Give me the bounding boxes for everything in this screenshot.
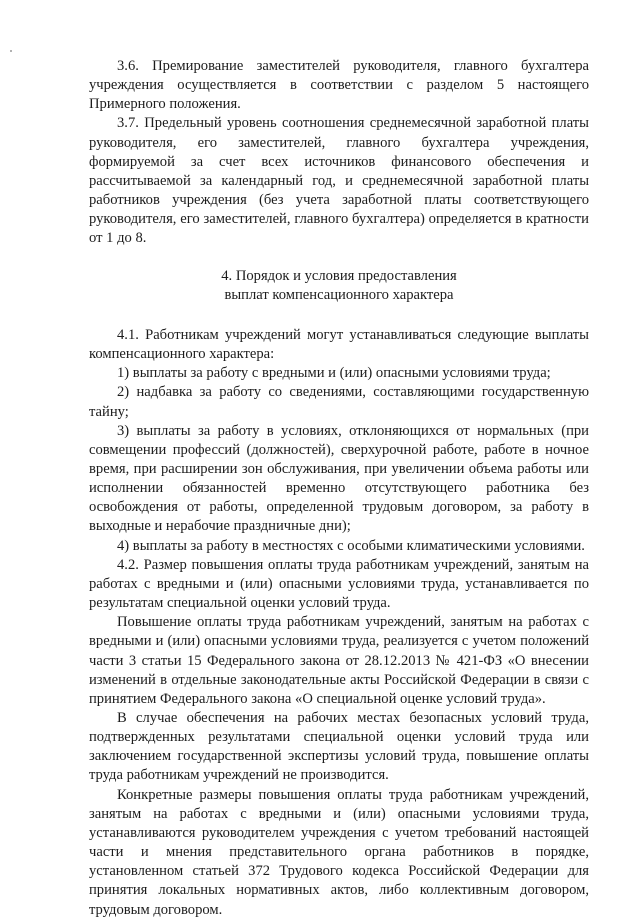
paragraph-4-1: 4.1. Работникам учреждений могут устанавливаться следующие выплаты компенсационного характера: <box>89 326 589 363</box>
paragraph-4-2: 4.2. Размер повышения оплаты труда работникам учреждений, занятым на работах с вредными и (или) опасными условиями труда, устанавливается по результатам специальной оценки условий труда. <box>89 556 589 612</box>
scan-speck <box>10 50 12 52</box>
paragraph-3-6: 3.6. Премирование заместителей руководителя, главного бухгалтера учреждения осуществляется в соответствии с разделом 5 настоящего Примерного положения. <box>89 58 589 113</box>
list-item-3: 3) выплаты за работу в условиях, отклоняющихся от нормальных (при совмещении профессий (должностей), сверхурочной работе, работе в ночное время, при расширении зон обслуживания, при увеличении объема работы или исполнении обязанностей временно отсутствующего работника без освобождения от работы, определенной трудовым договором, за работу в выходные и нерабочие праздничные дни); <box>89 422 589 535</box>
paragraph-3-7: 3.7. Предельный уровень соотношения среднемесячной заработной платы руководителя, его заместителей, главного бухгалтера учреждения, формируемой за счет всех источников финансового обеспечения и рассчитываемой за календарный год, и среднемесячной заработной платы работников учреждения (без учета заработной платы соответствующего руководителя, его заместителей, главного бухгалтера) определяется в кратности от 1 до 8. <box>89 115 589 247</box>
list-item-1: 1) выплаты за работу с вредными и (или) опасными условиями труда; <box>117 365 551 382</box>
section-heading-line-2: выплат компенсационного характера <box>224 286 454 303</box>
paragraph-safe-conditions: В случае обеспечения на рабочих местах безопасных условий труда, подтвержденных результатами специальной оценки условий труда или заключением государственной экспертизы условий труда, повышение оплаты труда работникам учреждений не производится. <box>89 710 589 784</box>
document-page <box>89 57 589 920</box>
section-heading-line-1: 4. Порядок и условия предоставления <box>221 267 457 284</box>
paragraph-hazard-pay-law: Повышение оплаты труда работникам учреждений, занятым на работах с вредными и (или) опасными условиями труда, реализуется с учетом положений части 3 статьи 15 Федерального закона от 28.12.2013 № 421-ФЗ «О внесении изменений в отдельные законодательные акты Российской Федерации в связи с принятием Федерального закона «О специальной оценке условий труда». <box>89 614 589 707</box>
list-item-2: 2) надбавка за работу со сведениями, составляющими государственную тайну; <box>89 384 589 420</box>
section-4-heading <box>89 267 589 305</box>
list-item-4: 4) выплаты за работу в местностях с особыми климатическими условиями. <box>117 537 585 554</box>
paragraph-specific-amounts: Конкретные размеры повышения оплаты труда работникам учреждений, занятым на работах с вредными и (или) опасными условиями труда, устанавливаются руководителем учреждения с учетом требований настоящей части и мнения представительного органа работников в порядке, установленном статьей 372 Трудового кодекса Российской Федерации для принятия локальных нормативных актов, либо коллективным договором, трудовым договором. <box>89 786 589 918</box>
